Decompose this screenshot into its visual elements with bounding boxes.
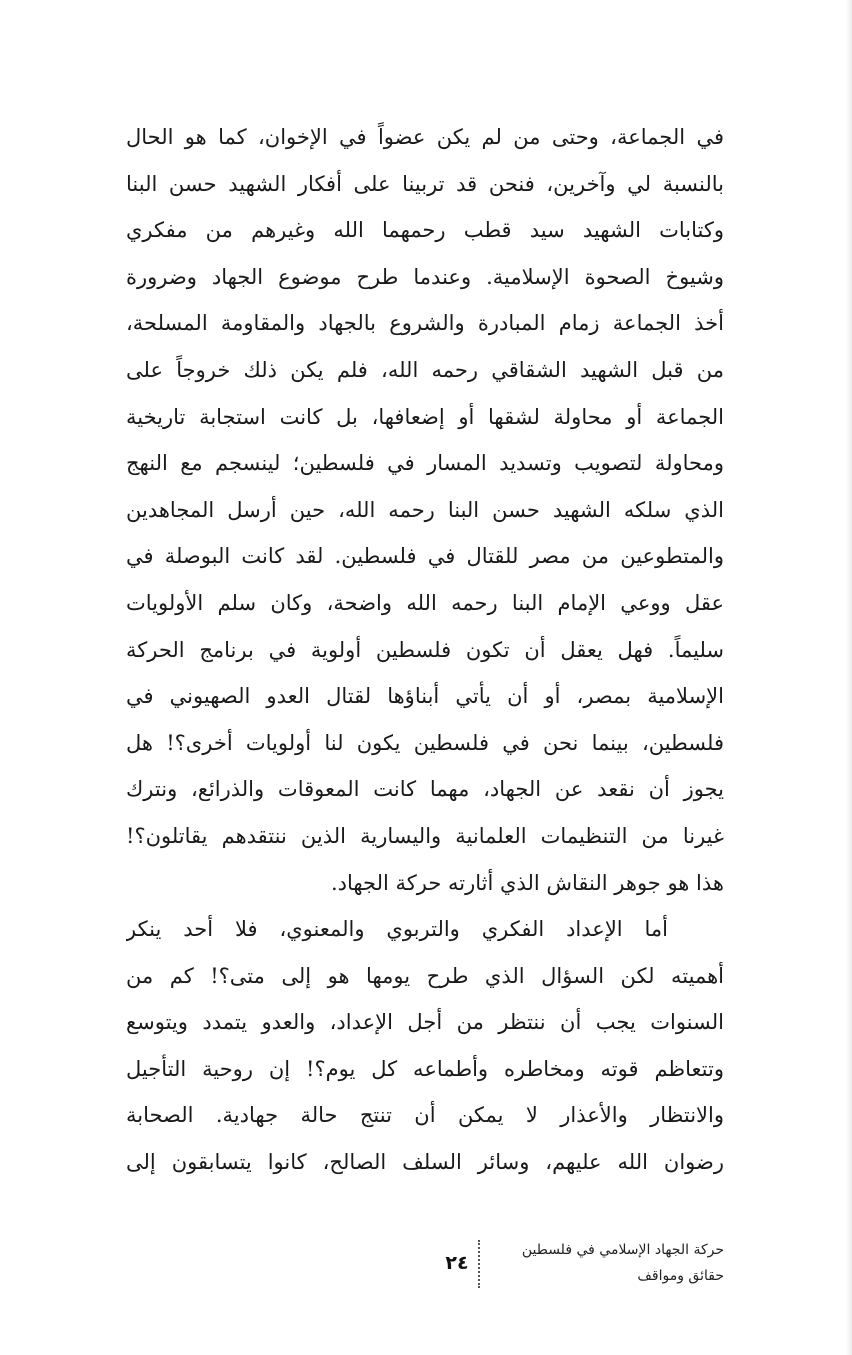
text-line: فلسطين، بينما نحن في فلسطين يكون لنا أولويات أخرى؟! هل (126, 730, 724, 755)
text-line: سليماً. فهل يعقل أن تكون فلسطين أولوية في برنامج الحركة (126, 637, 724, 662)
footer-book-title: حركة الجهاد الإسلامي في فلسطين (521, 1242, 724, 1258)
text-line: السنوات يجب أن ننتظر من أجل الإعداد، والعدو يتمدد ويتوسع (126, 1010, 724, 1035)
page-number: ٢٤ (445, 1252, 469, 1274)
page-footer (440, 1236, 730, 1292)
text-line: الجماعة أو محاولة لشقها أو إضعافها، بل كانت استجابة تاريخية (126, 404, 724, 429)
text-line: الذي سلكه الشهيد حسن البنا رحمه الله، حين أرسل المجاهدين (126, 497, 724, 522)
text-line: بالنسبة لي وآخرين، فنحن قد تربينا على أفكار الشهيد حسن البنا (126, 171, 724, 196)
text-line: عقل ووعي الإمام البنا رحمه الله واضحة، وكان سلم الأولويات (126, 590, 724, 615)
text-line: يجوز أن نقعد عن الجهاد، مهما كانت المعوقات والذرائع، ونترك (126, 777, 724, 802)
page-edge-shadow (846, 0, 852, 1355)
text-line: وتتعاظم قوته ومخاطره وأطماعه كل يوم؟! إن روحية التأجيل (126, 1056, 724, 1081)
text-line: وشيوخ الصحوة الإسلامية. وعندما طرح موضوع الجهاد وضرورة (126, 264, 724, 289)
paragraph-end-line: هذا هو جوهر النقاش الذي أثارته حركة الجهاد. (330, 870, 724, 895)
text-line: ومحاولة لتصويب وتسديد المسار في فلسطين؛ لينسجم مع النهج (126, 451, 724, 476)
text-line: أخذ الجماعة زمام المبادرة والشروع بالجهاد والمقاومة المسلحة، (126, 311, 724, 336)
footer-book-subtitle: حقائق ومواقف (637, 1268, 724, 1284)
text-line: في الجماعة، وحتى من لم يكن عضواً في الإخوان، كما هو الحال (126, 125, 724, 149)
text-line: والمتطوعين من مصر للقتال في فلسطين. لقد كانت البوصلة في (126, 544, 724, 569)
text-line: من قبل الشهيد الشقاقي رحمه الله، فلم يكن ذلك خروجاً على (126, 357, 724, 382)
text-line: غيرنا من التنظيمات العلمانية واليسارية الذين ننتقدهم يقاتلون؟! (126, 823, 724, 848)
text-line: وكتابات الشهيد سيد قطب رحمهما الله وغيرهم من مفكري (126, 218, 724, 243)
body-text (126, 114, 724, 1186)
paragraph-start-line: أما الإعداد الفكري والتربوي والمعنوي، فلا أحد ينكر (126, 917, 668, 942)
text-line: رضوان الله عليهم، وسائر السلف الصالح، كانوا يتسابقون إلى (126, 1150, 724, 1175)
text-line: أهميته لكن السؤال الذي طرح يومها هو إلى متى؟! كم من (126, 963, 724, 988)
text-line: الإسلامية بمصر، أو أن يأتي أبناؤها لقتال العدو الصهيوني في (126, 684, 724, 709)
footer-dotted-divider (478, 1240, 480, 1288)
text-line: والانتظار والأعذار لا يمكن أن تنتج حالة جهادية. الصحابة (126, 1103, 724, 1128)
